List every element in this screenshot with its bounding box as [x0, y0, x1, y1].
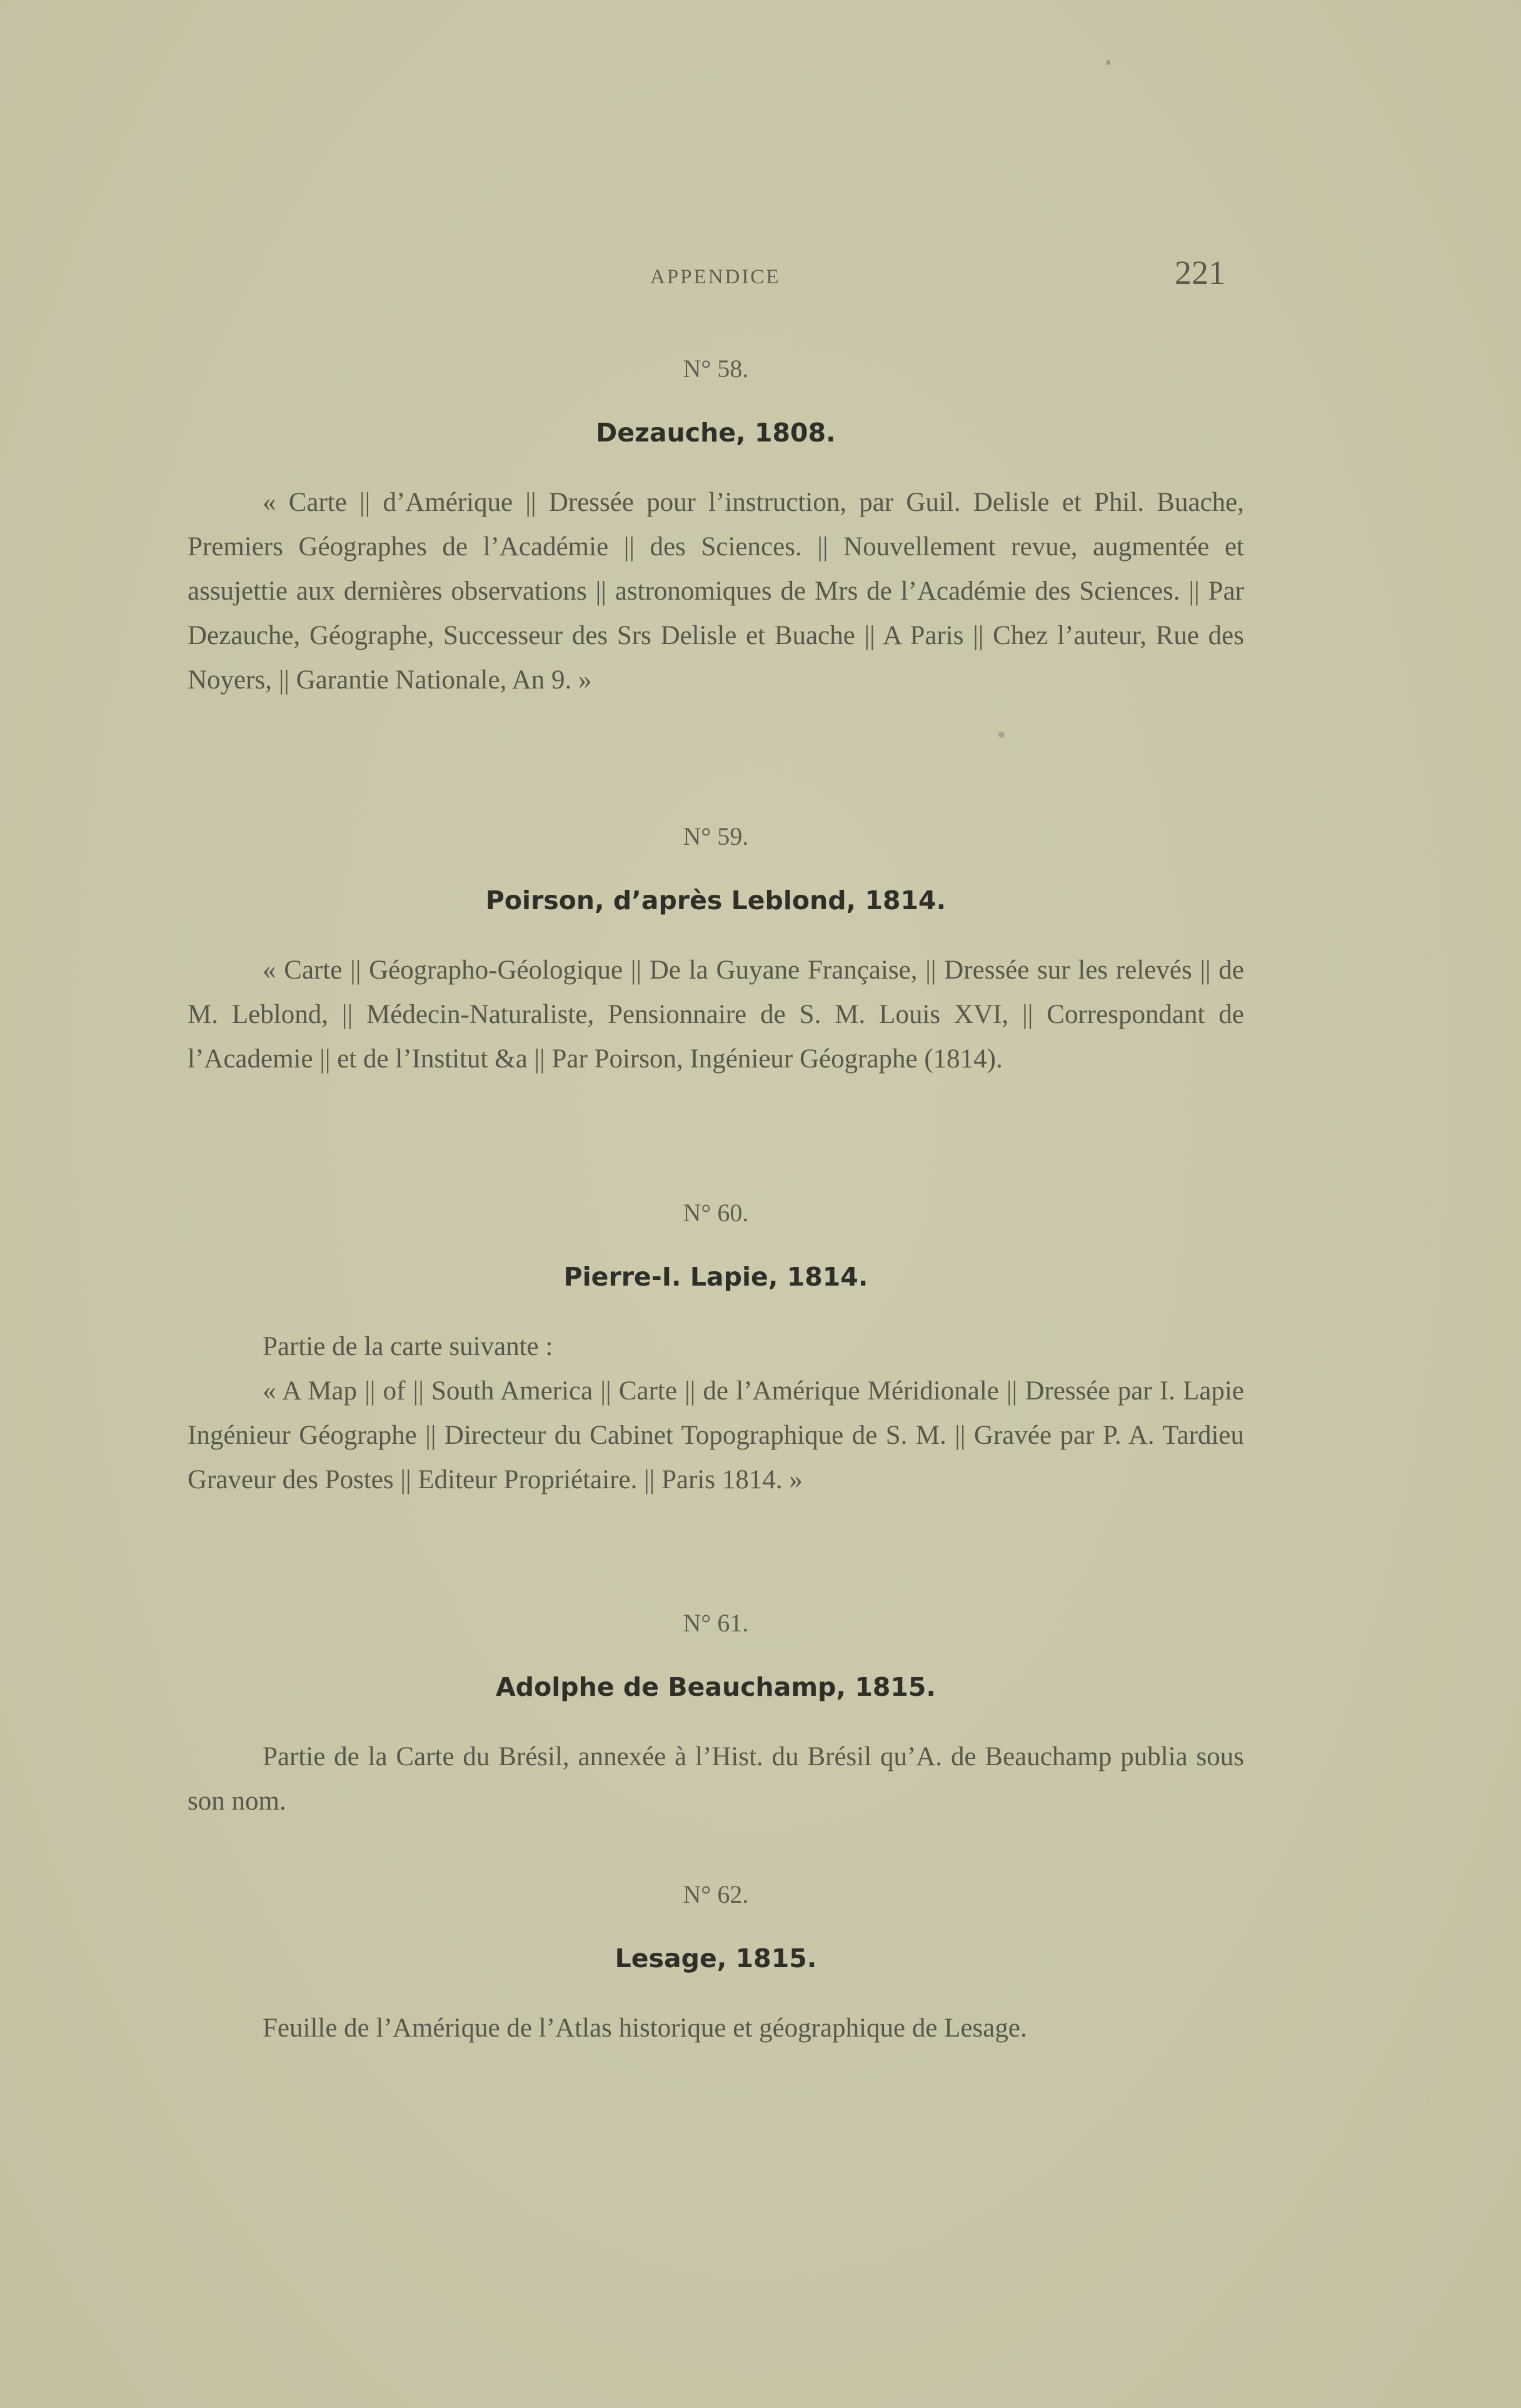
entry-number: N° 61.	[683, 1609, 749, 1637]
entry-title: Dezauche, 1808.	[596, 418, 836, 448]
entry-60	[188, 1194, 1244, 1502]
entry-body: « A Map || of || South America || Carte || de l’Amérique Méridionale || Dressée par I. Lapie Ingénieur Géographe || Directeur du Cabinet Topographique de S. M. || Gravée par P. A. Tardieu Graveur des Postes || Editeur Propriétaire. || Paris 1814. »	[188, 1376, 1244, 1494]
entry-number: N° 60.	[683, 1199, 749, 1227]
paper-speck	[998, 732, 1005, 738]
entry-intro: Partie de la carte suivante :	[263, 1332, 553, 1361]
entry-61	[188, 1604, 1244, 1823]
entry-number: N° 62.	[683, 1880, 749, 1908]
entry-body: « Carte || d’Amérique || Dressée pour l’instruction, par Guil. Delisle et Phil. Buache, Premiers Géographes de l’Académie || des Sciences. || Nouvellement revue, augmentée et assujettie aux dernières observations || astronomiques de Mrs de l’Académie des Sciences. || Par Dezauche, Géographe, Successeur des Srs Delisle et Buache || A Paris || Chez l’auteur, Rue des Noyers, || Garantie Nationale, An 9. »	[188, 488, 1244, 695]
entry-title: Pierre-I. Lapie, 1814.	[563, 1262, 868, 1292]
running-head: APPENDICE	[650, 266, 781, 288]
page-number: 221	[1175, 254, 1225, 291]
page-header	[625, 253, 1225, 310]
entry-body: « Carte || Géographo-Géologique || De la Guyane Française, || Dressée sur les relevés || de M. Leblond, || Médecin-Naturaliste, Pensionnaire de S. M. Louis XVI, || Correspondant de l’Academie || et de l’Institut &a || Par Poirson, Ingénieur Géographe (1814).	[188, 955, 1244, 1074]
entry-number: N° 59.	[683, 822, 749, 850]
entry-body: Feuille de l’Amérique de l’Atlas historique et géographique de Lesage.	[263, 2013, 1027, 2043]
paper-speck	[1107, 60, 1110, 65]
entry-title: Adolphe de Beauchamp, 1815.	[495, 1672, 936, 1702]
entry-body: Partie de la Carte du Brésil, annexée à l’Hist. du Brésil qu’A. de Beauchamp publia sous son nom.	[188, 1742, 1244, 1816]
entry-59	[188, 818, 1244, 1081]
entry-title: Poirson, d’après Leblond, 1814.	[485, 885, 946, 915]
entry-title: Lesage, 1815.	[615, 1943, 817, 1973]
entry-number: N° 58.	[683, 355, 749, 383]
entry-58	[188, 350, 1244, 702]
entry-62	[188, 1876, 1244, 2050]
